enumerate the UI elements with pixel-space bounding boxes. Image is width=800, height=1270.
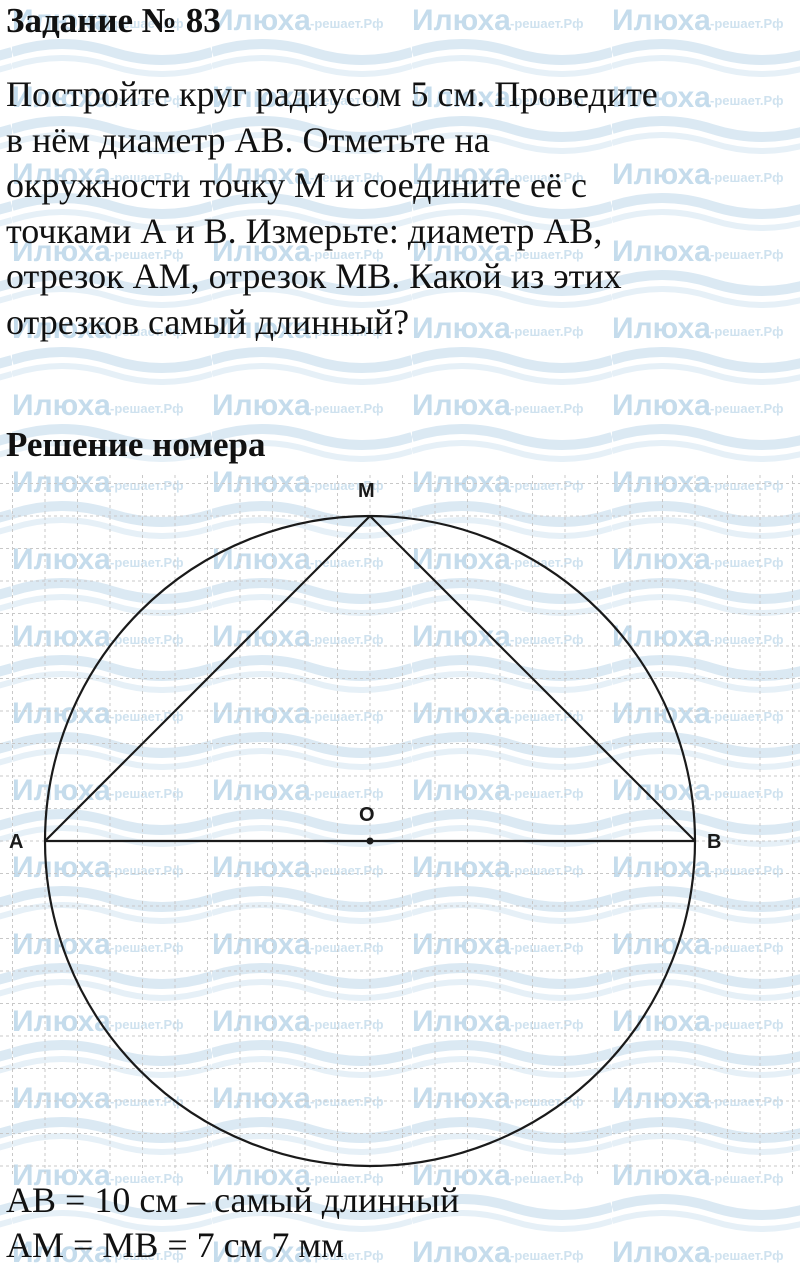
label-o: O bbox=[359, 804, 375, 826]
answer bbox=[6, 1178, 459, 1268]
task-title: Задание № 83 bbox=[6, 1, 221, 40]
answer-line: AB = 10 см – самый длинный bbox=[6, 1180, 460, 1220]
task-line: Постройте круг радиусом 5 см. Проведите bbox=[6, 74, 658, 114]
geometry-figure bbox=[0, 475, 800, 1175]
label-m: M bbox=[358, 480, 375, 502]
label-b: B bbox=[707, 831, 722, 853]
label-a: A bbox=[9, 831, 24, 853]
task-line: окружности точку М и соедините её с bbox=[6, 165, 587, 206]
segment-am bbox=[45, 516, 370, 841]
answer-line: AM = MB = 7 см 7 мм bbox=[6, 1225, 344, 1265]
task-line: отрезков самый длинный? bbox=[6, 301, 410, 342]
task-line: точками А и В. Измерьте: диаметр АВ, bbox=[6, 210, 603, 251]
task-line: отрезок АМ, отрезок МВ. Какой из этих bbox=[6, 256, 622, 297]
task-text bbox=[6, 72, 796, 346]
task-line: в нём диаметр АВ. Отметьте на bbox=[6, 119, 490, 160]
center-point bbox=[367, 838, 374, 845]
segment-mb bbox=[370, 516, 695, 841]
solution-title: Решение номера bbox=[6, 425, 266, 464]
